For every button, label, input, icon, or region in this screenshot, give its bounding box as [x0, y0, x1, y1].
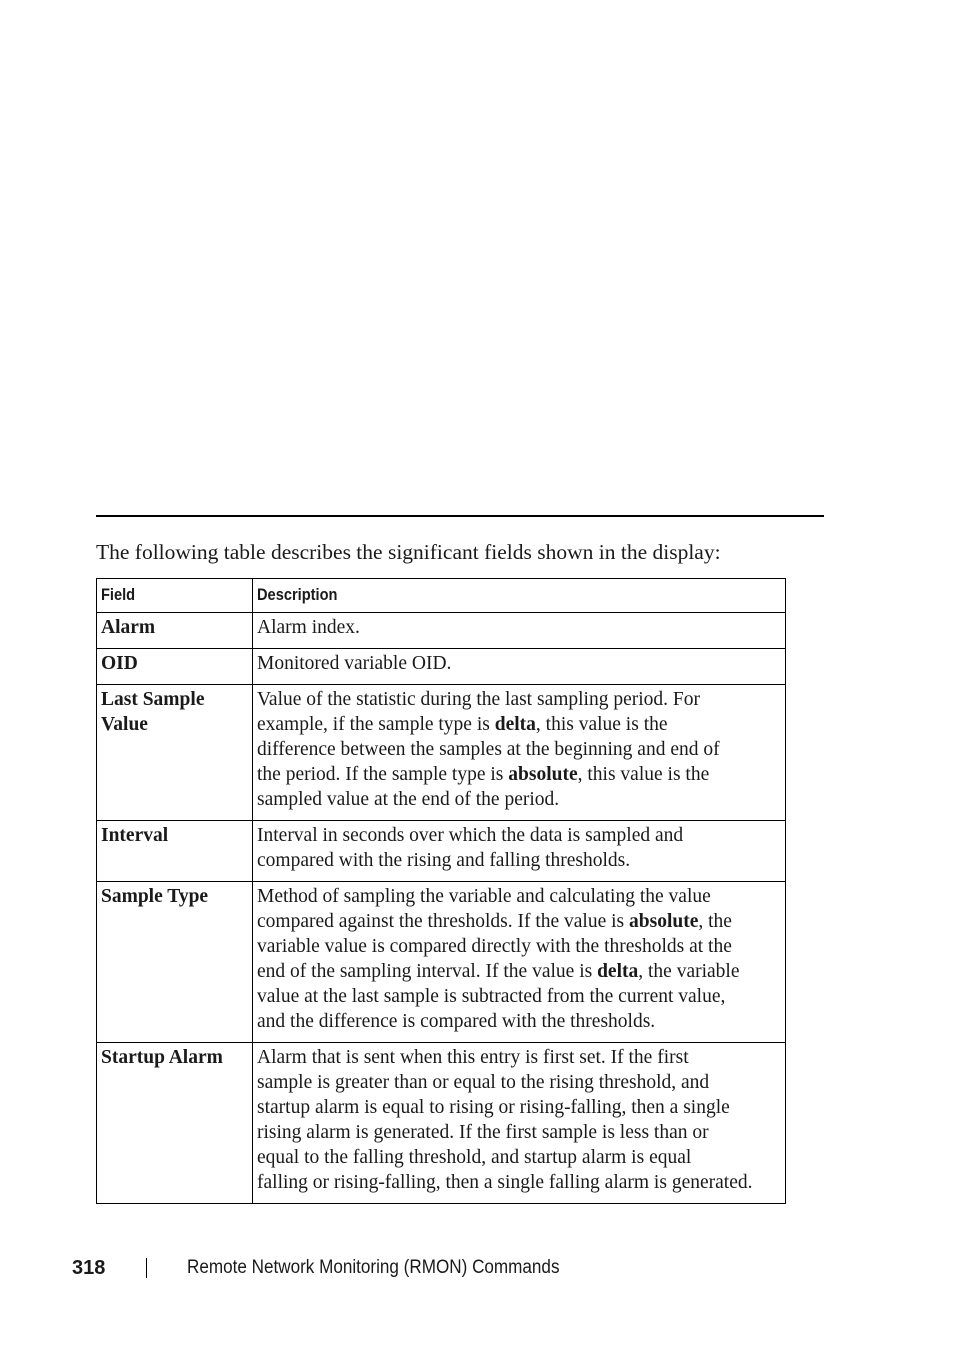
table-row: [97, 613, 786, 649]
footer-separator: [146, 1258, 147, 1278]
description-line: startup alarm is equal to rising or rising-falling, then a single: [257, 1097, 730, 1118]
description-line: end of the sampling interval. If the value is delta, the variable: [257, 961, 740, 982]
fields-table: [96, 578, 786, 1204]
field-description-cell: [253, 882, 786, 1043]
section-divider-rule: [96, 515, 824, 517]
field-description-cell: [253, 613, 786, 649]
description-line: difference between the samples at the beginning and end of: [257, 739, 720, 760]
table-row: [97, 649, 786, 685]
description-line: Method of sampling the variable and calculating the value: [257, 886, 711, 907]
description-line: variable value is compared directly with the thresholds at the: [257, 936, 732, 957]
table-row: [97, 821, 786, 882]
field-description-cell: [253, 821, 786, 882]
field-name-cell: Alarm: [97, 613, 253, 649]
description-line: sampled value at the end of the period.: [257, 789, 560, 810]
description-line: sample is greater than or equal to the rising threshold, and: [257, 1072, 710, 1093]
intro-paragraph: The following table describes the significant fields shown in the display:: [96, 540, 721, 564]
description-line: Monitored variable OID.: [257, 653, 452, 674]
table-row: [97, 882, 786, 1043]
description-line: compared with the rising and falling thresholds.: [257, 850, 631, 871]
description-line: example, if the sample type is delta, this value is the: [257, 714, 668, 735]
description-line: rising alarm is generated. If the first sample is less than or: [257, 1122, 709, 1143]
description-line: compared against the thresholds. If the value is absolute, the: [257, 911, 732, 932]
table-row: [97, 685, 786, 821]
description-line: falling or rising-falling, then a single falling alarm is generated.: [257, 1172, 753, 1193]
description-line: Value of the statistic during the last sampling period. For: [257, 689, 701, 710]
field-description-cell: [253, 1043, 786, 1204]
table-header-row: [97, 579, 786, 613]
description-line: Alarm index.: [257, 617, 360, 638]
header-field: Field: [97, 579, 253, 613]
table-body: [97, 613, 786, 1204]
field-name-cell: Sample Type: [97, 882, 253, 1043]
description-line: the period. If the sample type is absolute, this value is the: [257, 764, 710, 785]
field-description-cell: [253, 685, 786, 821]
field-name-cell: Startup Alarm: [97, 1043, 253, 1204]
field-name-cell: OID: [97, 649, 253, 685]
field-name-cell: Last Sample Value: [97, 685, 253, 821]
description-line: and the difference is compared with the thresholds.: [257, 1011, 656, 1032]
field-description-cell: [253, 649, 786, 685]
description-line: Alarm that is sent when this entry is first set. If the first: [257, 1047, 689, 1068]
header-description: Description: [253, 579, 786, 613]
field-name-cell: Interval: [97, 821, 253, 882]
chapter-title: Remote Network Monitoring (RMON) Commands: [187, 1257, 560, 1278]
description-line: Interval in seconds over which the data is sampled and: [257, 825, 684, 846]
description-line: equal to the falling threshold, and startup alarm is equal: [257, 1147, 692, 1168]
table-row: [97, 1043, 786, 1204]
description-line: value at the last sample is subtracted from the current value,: [257, 986, 726, 1007]
page-number: 318: [72, 1257, 106, 1279]
